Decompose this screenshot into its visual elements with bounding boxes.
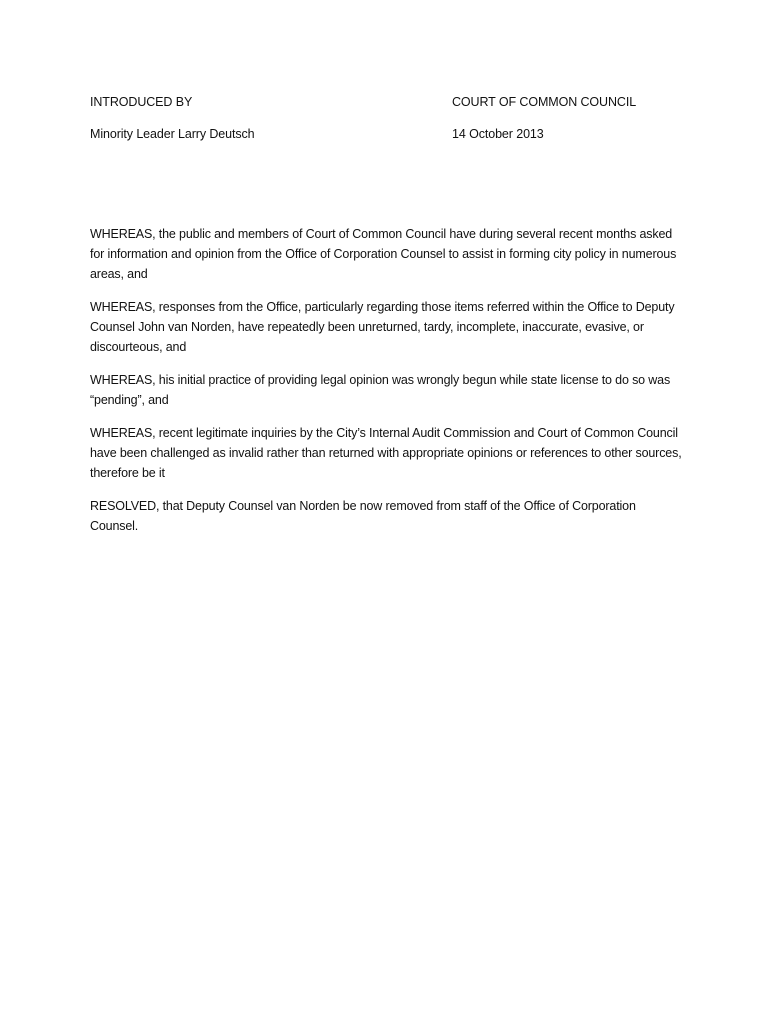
whereas-paragraph-1: WHEREAS, the public and members of Court of Common Council have during several recent months asked for information and opinion from the Office of Corporation Counsel to assist in forming city policy in numerous areas, and [90, 227, 677, 281]
council-heading: COURT OF COMMON COUNCIL [452, 95, 637, 109]
introduced-by-heading: INTRODUCED BY [90, 95, 193, 109]
whereas-paragraph-4: WHEREAS, recent legitimate inquiries by the City’s Internal Audit Commission and Court of Common Council have been challenged as invalid rather than returned with appropriate opinions or references to other sources, therefore be it [90, 426, 682, 480]
resolution-body [90, 224, 682, 549]
whereas-paragraph-3: WHEREAS, his initial practice of providing legal opinion was wrongly begun while state license to do so was “pending”, and [90, 373, 671, 407]
document-date: 14 October 2013 [452, 127, 544, 141]
resolved-paragraph: RESOLVED, that Deputy Counsel van Norden be now removed from staff of the Office of Corporation Counsel. [90, 499, 636, 533]
sponsor-name: Minority Leader Larry Deutsch [90, 127, 255, 141]
whereas-paragraph-2: WHEREAS, responses from the Office, particularly regarding those items referred within the Office to Deputy Counsel John van Norden, have repeatedly been unreturned, tardy, incomplete, inaccurate, evasive, or discourteous, and [90, 300, 675, 354]
